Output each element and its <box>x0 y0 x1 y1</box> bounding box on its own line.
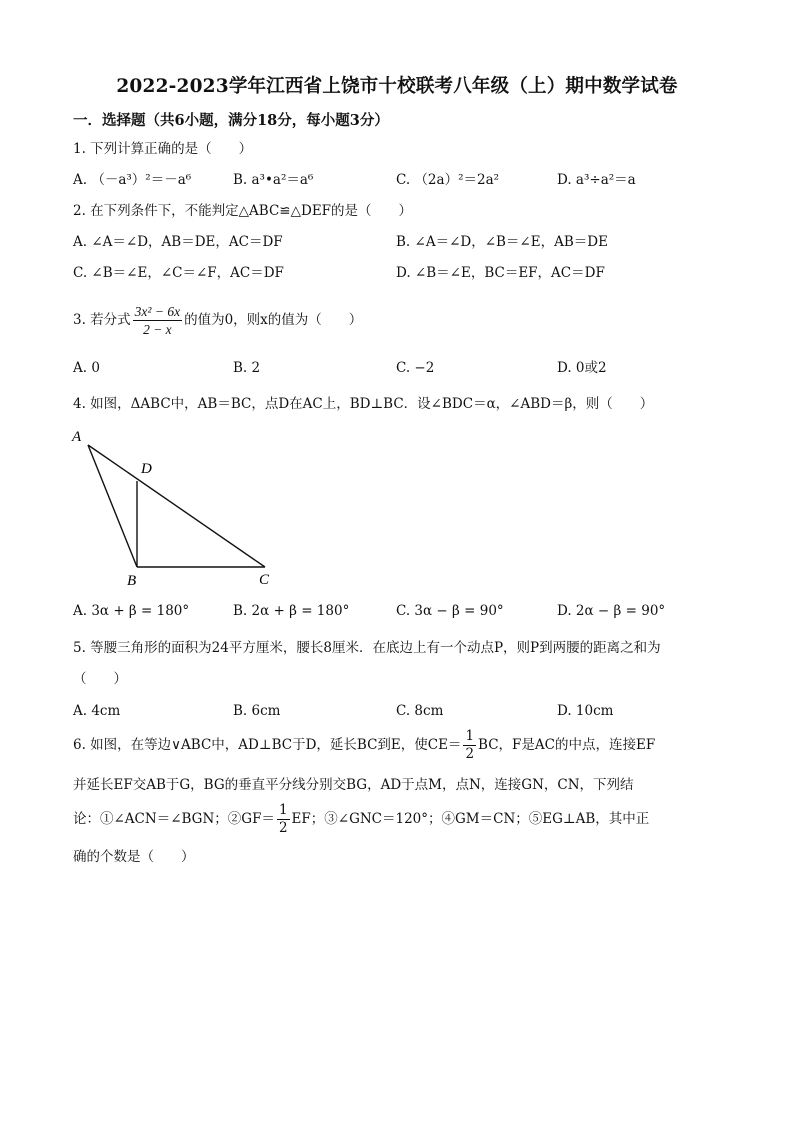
question-4-option-d: D. 2α − β = 90° <box>557 603 666 619</box>
question-3-numerator: 3x² − 6x <box>134 304 181 319</box>
label-d: D <box>141 461 152 477</box>
question-6-line-4: 确的个数是（ ） <box>73 849 195 865</box>
segment-ac <box>88 445 265 567</box>
question-3-denominator: 2 − x <box>143 322 172 337</box>
question-6-line-1 <box>73 728 655 763</box>
question-2-option-a: A. ∠A＝∠D，AB＝DE，AC＝DF <box>73 234 283 250</box>
fraction-numerator: 1 <box>278 802 288 818</box>
question-5-stem: 5. 等腰三角形的面积为24平方厘米，腰长8厘米．在底边上有一个动点P，则P到两腰的距离之和为 <box>73 640 661 656</box>
segment-ab <box>88 445 137 567</box>
question-5-option-d: D. 10cm <box>557 703 614 719</box>
question-5-stem-cont: （ ） <box>73 671 127 687</box>
question-3-option-b: B. 2 <box>233 360 261 376</box>
question-6-line-2: 并延长EF交AB于G，BG的垂直平分线分别交BG，AD于点M，点N，连接GN，CN，下列结 <box>73 777 634 793</box>
question-1-option-d: D. a³÷a²＝a <box>557 172 636 188</box>
question-2-option-b: B. ∠A＝∠D，∠B＝∠E，AB＝DE <box>396 234 608 250</box>
fraction-denominator: 2 <box>465 746 475 762</box>
question-4-option-b: B. 2α + β = 180° <box>233 603 350 619</box>
question-5-option-c: C. 8cm <box>396 703 444 719</box>
question-3-option-a: A. 0 <box>73 360 100 376</box>
question-1-option-c: C. （2a）²＝2a² <box>396 172 500 188</box>
question-6-line-3 <box>73 802 649 837</box>
question-4-stem: 4. 如图，ΔABC中，AB＝BC，点D在AC上，BD⊥BC．设∠BDC＝α，∠ABD＝β，则（ ） <box>73 396 654 412</box>
question-2-option-d: D. ∠B＝∠E，BC＝EF，AC＝DF <box>396 265 605 281</box>
question-3-stem <box>73 303 362 338</box>
section-heading: 一．选择题（共6小题，满分18分，每小题3分） <box>73 112 389 129</box>
question-2-option-c: C. ∠B＝∠E，∠C＝∠F，AC＝DF <box>73 265 284 281</box>
question-3-suffix: 的值为0，则x的值为（ ） <box>184 312 363 328</box>
question-3-prefix: 3. 若分式 <box>73 312 131 328</box>
fraction-half-2 <box>277 802 290 837</box>
question-5-option-a: A. 4cm <box>73 703 121 719</box>
fraction-denominator: 2 <box>278 820 288 836</box>
question-4-option-a: A. 3α + β = 180° <box>73 603 190 619</box>
question-6-line-3-suffix: EF；③∠GNC＝120°；④GM＝CN；⑤EG⊥AB，其中正 <box>291 811 650 827</box>
label-c: C <box>259 572 270 588</box>
question-3-option-c: C. −2 <box>396 360 435 376</box>
page-title: 2022-2023学年江西省上饶市十校联考八年级（上）期中数学试卷 <box>116 76 678 97</box>
question-6-line-1-suffix: BC，F是AC的中点，连接EF <box>478 737 656 753</box>
question-4-option-c: C. 3α − β = 90° <box>396 603 504 619</box>
question-1-stem: 1. 下列计算正确的是（ ） <box>73 141 253 157</box>
question-6-line-3-prefix: 论：①∠ACN＝∠BGN；②GF＝ <box>73 811 275 827</box>
question-1-option-b: B. a³•a²＝a⁶ <box>233 172 314 188</box>
fraction-half-1 <box>463 728 476 763</box>
label-a: A <box>72 429 82 445</box>
question-1-option-a: A. （－a³）²＝－a⁶ <box>73 172 192 188</box>
fraction-numerator: 1 <box>465 728 475 744</box>
question-5-option-b: B. 6cm <box>233 703 281 719</box>
question-6-line-1-prefix: 6. 如图，在等边∨ABC中，AD⊥BC于D，延长BC到E，使CE＝ <box>73 737 462 753</box>
question-3-fraction <box>133 303 182 338</box>
question-3-option-d: D. 0或2 <box>557 360 607 376</box>
label-b: B <box>127 573 137 589</box>
triangle-figure <box>70 425 290 595</box>
question-2-stem: 2. 在下列条件下，不能判定△ABC≌△DEF的是（ ） <box>73 203 413 219</box>
